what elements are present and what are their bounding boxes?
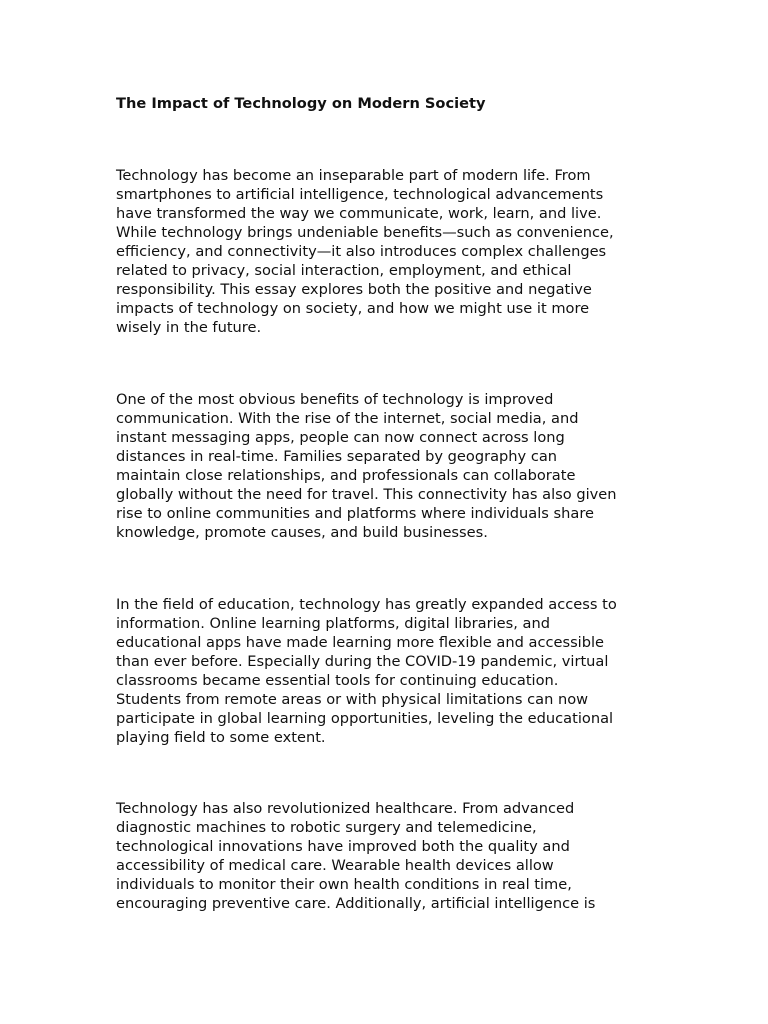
paragraph-introduction: Technology has become an inseparable part of modern life. From smartphones to artificial intelligence, technological advancements have transformed the way we communicate, work, learn, and live. While technology brings undeniable benefits—such as convenience, efficiency, and connectivity—it also introduces complex challenges related to privacy, social interaction, employment, and ethical responsibility. This essay explores both the positive and negative impacts of technology on society, and how we might use it more wisely in the future. — [116, 167, 614, 336]
paragraph-education: In the field of education, technology has greatly expanded access to information. Online learning platforms, digital libraries, and educational apps have made learning more flexible and accessible than ever before. Especially during the COVID-19 pandemic, virtual classrooms became essential tools for continuing education. Students from remote areas or with physical limitations can now participate in global learning opportunities, leveling the educational playing field to some extent. — [116, 596, 617, 746]
document-title: The Impact of Technology on Modern Society — [116, 95, 486, 112]
paragraph-healthcare: Technology has also revolutionized healthcare. From advanced diagnostic machines to robotic surgery and telemedicine, technological innovations have improved both the quality and accessibility of medical care. Wearable health devices allow individuals to monitor their own health conditions in real time, encouraging preventive care. Additionally, artificial intelligence is — [116, 800, 596, 912]
paragraph-communication: One of the most obvious benefits of technology is improved communication. With the rise of the internet, social media, and instant messaging apps, people can now connect across long distances in real-time. Families separated by geography can maintain close relationships, and professionals can collaborate globally without the need for travel. This connectivity has also given rise to online communities and platforms where individuals share knowledge, promote causes, and build businesses. — [116, 391, 617, 541]
